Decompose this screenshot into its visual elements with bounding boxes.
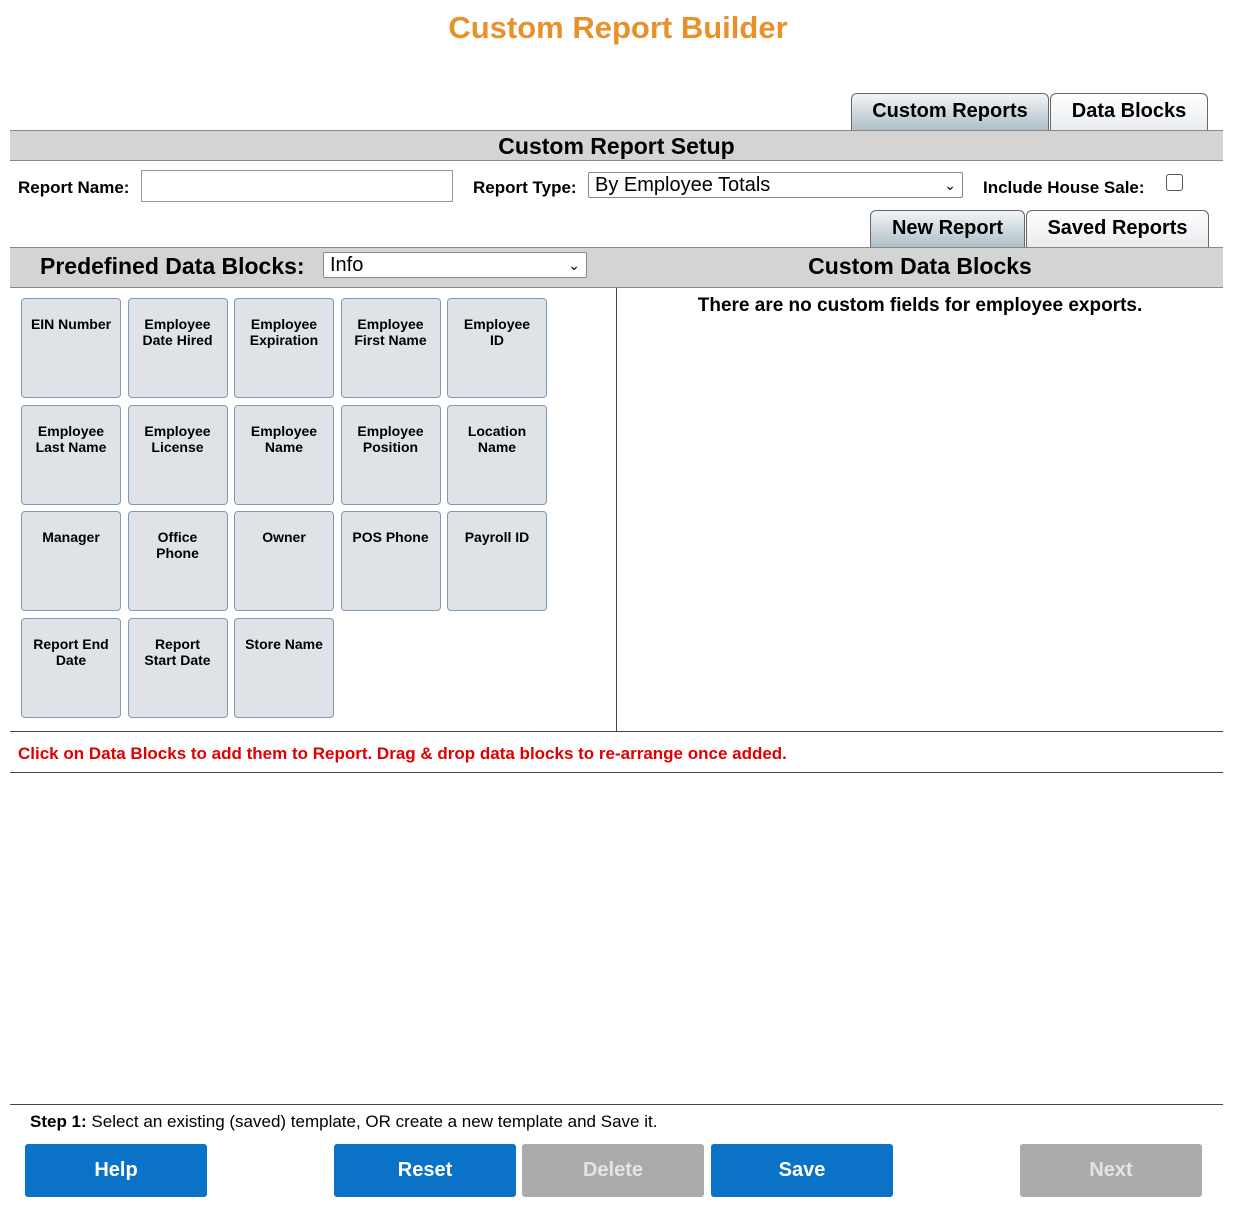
report-type-value: By Employee Totals xyxy=(595,174,771,196)
data-block-report-end-date[interactable]: Report End Date xyxy=(21,618,121,718)
data-block-location-name[interactable]: Location Name xyxy=(447,405,547,505)
divider xyxy=(10,1104,1223,1105)
divider xyxy=(10,772,1223,773)
reset-button[interactable]: Reset xyxy=(334,1144,516,1197)
setup-title: Custom Report Setup xyxy=(498,133,735,159)
tab-new-report[interactable]: New Report xyxy=(870,210,1025,247)
report-type-label: Report Type: xyxy=(473,178,577,197)
instruction-text: Click on Data Blocks to add them to Report. Drag & drop data blocks to re-arrange once added. xyxy=(18,744,787,763)
custom-blocks-title: Custom Data Blocks xyxy=(808,253,1032,279)
delete-button[interactable]: Delete xyxy=(522,1144,704,1197)
data-block-payroll-id[interactable]: Payroll ID xyxy=(447,511,547,611)
include-house-sale-label: Include House Sale: xyxy=(983,178,1145,197)
step-label: Step 1: xyxy=(30,1112,87,1131)
data-block-employee-license[interactable]: Employee License xyxy=(128,405,228,505)
tab-custom-reports[interactable]: Custom Reports xyxy=(851,93,1049,130)
no-custom-fields-message: There are no custom fields for employee exports. xyxy=(697,295,1143,316)
data-block-office-phone[interactable]: Office Phone xyxy=(128,511,228,611)
data-block-employee-last-name[interactable]: Employee Last Name xyxy=(21,405,121,505)
data-block-report-start-date[interactable]: Report Start Date xyxy=(128,618,228,718)
next-button[interactable]: Next xyxy=(1020,1144,1202,1197)
step-instruction xyxy=(30,1112,657,1132)
tab-saved-reports[interactable]: Saved Reports xyxy=(1026,210,1209,247)
data-block-employee-name[interactable]: Employee Name xyxy=(234,405,334,505)
data-block-store-name[interactable]: Store Name xyxy=(234,618,334,718)
data-block-employee-date-hired[interactable]: Employee Date Hired xyxy=(128,298,228,398)
predefined-blocks-select[interactable] xyxy=(323,252,587,278)
chevron-down-icon: ⌄ xyxy=(944,177,956,193)
blocks-header xyxy=(10,247,1223,288)
data-block-employee-id[interactable]: Employee ID xyxy=(447,298,547,398)
report-name-label: Report Name: xyxy=(18,178,130,197)
include-house-sale-checkbox[interactable] xyxy=(1166,174,1183,191)
step-text: Select an existing (saved) template, OR create a new template and Save it. xyxy=(86,1112,658,1131)
data-block-employee-position[interactable]: Employee Position xyxy=(341,405,441,505)
data-block-owner[interactable]: Owner xyxy=(234,511,334,611)
data-block-ein-number[interactable]: EIN Number xyxy=(21,298,121,398)
data-block-employee-expiration[interactable]: Employee Expiration xyxy=(234,298,334,398)
predefined-blocks-grid xyxy=(21,298,551,718)
save-button[interactable]: Save xyxy=(711,1144,893,1197)
panel-divider xyxy=(616,288,617,731)
help-button[interactable]: Help xyxy=(25,1144,207,1197)
setup-header xyxy=(10,130,1223,161)
divider xyxy=(10,731,1223,732)
predefined-blocks-value: Info xyxy=(330,254,364,276)
chevron-down-icon: ⌄ xyxy=(568,257,580,273)
tab-data-blocks[interactable]: Data Blocks xyxy=(1050,93,1208,130)
page-title: Custom Report Builder xyxy=(448,10,788,45)
data-block-manager[interactable]: Manager xyxy=(21,511,121,611)
predefined-blocks-label: Predefined Data Blocks: xyxy=(40,253,305,279)
report-name-input[interactable] xyxy=(141,170,453,202)
data-block-employee-first-name[interactable]: Employee First Name xyxy=(341,298,441,398)
data-block-pos-phone[interactable]: POS Phone xyxy=(341,511,441,611)
report-type-select[interactable] xyxy=(588,172,963,198)
